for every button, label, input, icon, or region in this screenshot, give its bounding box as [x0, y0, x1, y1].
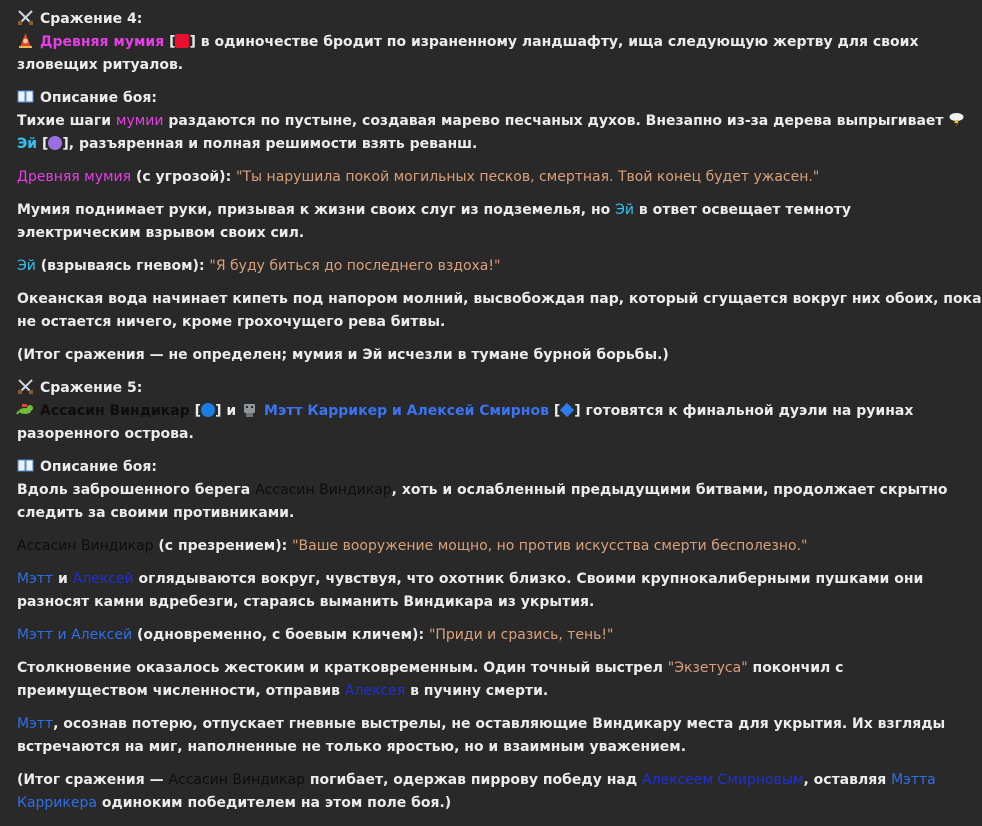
ancient-mummy-name: Древняя мумия [40, 34, 165, 50]
book-icon [17, 457, 34, 474]
cloud-lightning-icon [948, 111, 965, 128]
battle-4-paragraph-3: Мумия поднимает руки, призывая к жизни своих слуг из подземелья, но Эй в ответ освещает темноту [17, 202, 851, 218]
battle-5-result: (Итог сражения — Ассасин Виндикар погибает, одержав пиррову победу над Алексеем Смирновым, оставляя Мэтта [17, 772, 936, 788]
battle-5-paragraph-5: Столкновение оказалось жестоким и кратковременным. Один точный выстрел "Экзетуса" покончил с [17, 660, 844, 676]
battle-5-paragraph-6: Мэтт, осознав потерю, отпускает гневные выстрелы, не оставляющие Виндикару места для укрытия. Их взгляды [17, 716, 946, 732]
battle-5-paragraph-3: Мэтт и Алексей оглядываются вокруг, чувствуя, что охотник близко. Своими крупнокалиберными пушками они [17, 571, 924, 587]
mage-icon [17, 32, 34, 49]
red-square-icon [175, 34, 189, 48]
robot-icon [241, 401, 258, 418]
battle-4-paragraph-4: Эй (взрываясь гневом): "Я буду биться до последнего вздоха!" [17, 258, 501, 274]
battle-4-paragraph-5: Океанская вода начинает кипеть под напором молний, высвобождая пар, который сгущается вокруг них обоих, пока [17, 291, 982, 307]
battle-4-paragraph-1: Тихие шаги мумии раздаются по пустыне, создавая марево песчаных духов. Внезапно из-за дерева выпрыгивает [17, 110, 889, 133]
battle-4-result: (Итог сражения — не определен; мумия и Эй исчезли в тумане бурной борьбы.) [17, 347, 669, 363]
blue-diamond-icon [560, 403, 574, 417]
assassin-name: Ассасин Виндикар [40, 403, 190, 419]
battle-4-title: Сражение 4: [17, 8, 889, 31]
battle-4-paragraph-2: Древняя мумия (с угрозой): "Ты нарушила покой могильных песков, смертная. Твой конец будет ужасен." [17, 169, 820, 185]
book-icon [17, 88, 34, 105]
battle-5-desc-title: Описание боя: [17, 456, 889, 479]
team-name: Мэтт Каррикер и Алексей Смирнов [264, 403, 549, 419]
lizard-icon [17, 401, 34, 418]
blue-circle-icon [201, 403, 215, 417]
battle-4-intro: Древняя мумия [ ] в одиночестве бродит по израненному ландшафту, ища следующую жертву для своих [17, 31, 889, 54]
battle-5-title: Сражение 5: [17, 377, 889, 400]
battle-5-intro: Ассасин Виндикар [ ] и Мэтт Каррикер и Алексей Смирнов [ ] готовятся к финальной дуэли на руинах [17, 400, 889, 423]
battle-4-desc-title: Описание боя: [17, 87, 889, 110]
battle-5-paragraph-4: Мэтт и Алексей (одновременно, с боевым кличем): "Приди и сразись, тень!" [17, 627, 614, 643]
crossed-swords-icon [17, 9, 34, 26]
battle-5-paragraph-1: Вдоль заброшенного берега Ассасин Виндикар, хоть и ослабленный предыдущими битвами, продолжает скрытно [17, 482, 948, 498]
crossed-swords-icon [17, 378, 34, 395]
purple-circle-icon [48, 136, 62, 150]
battle-message: Сражение 4: Древняя мумия [ ] в одиночестве бродит по израненному ландшафту, ища следующую жертву для своих зловещих ритуалов. Описание боя: Тихие шаги мумии раздаются по пустыне, создавая марево песчаных духов. Внезапно из-за дерева выпрыгивает Эй [ ], разъяренная и полная решимости взять реванш. Древняя мумия (с угрозой): "Ты нарушила покой могильных песков, смертная. Твой конец будет ужасен." Мумия поднимает руки, призывая к жизни своих слуг из подземелья, но Эй в ответ освещает темноту электрическим взрывом своих сил. Эй (взрываясь гневом): "Я буду биться до последнего вздоха!" Океанская вода начинает кипеть под напором молний, высвобождая пар, который сгущается вокруг них обоих, пока не остается ничего, кроме грохочущего рева битвы. (Итог сражения — не определен; мумия и Эй исчезли в тумане бурной борьбы.) Сражение 5: Ассасин Виндикар [ ] и Мэтт Каррикер и Алексей Смирнов [ ] готовятся к финальной дуэли на руинах разоренного острова. Описание боя: Вдоль заброшенного берега Ассасин Виндикар, хоть и ослабленный предыдущими битвами, продолжает скрытно следить за своими противниками. Ассасин Виндикар (с презрением): "Ваше вооружение мощно, но против искусства смерти бесполезно." Мэтт и Алексей оглядываются вокруг, чувствуя, что охотник близко. Своими крупнокалиберными пушками они разносят камни вдребезги, стараясь выманить Виндикара из укрытия. Мэтт и Алексей (одновременно, с боевым кличем): "Приди и сразись, тень!" Столкновение оказалось жестоким и кратковременным. Один точный выстрел "Экзетуса" покончил с преимуществом численности, отправив Алексея в пучину смерти. Мэтт, осознав потерю, отпускает гневные выстрелы, не оставляющие Виндикару места для укрытия. Их взгляды встречаются на миг, наполненные не только яростью, но и взаимным уважением. (Итог сражения — Ассасин Виндикар погибает, одержав пиррову победу над Алексеем Смирновым, оставляя Мэтта Каррикера одиноким победителем на этом поле боя.) [0, 0, 889, 815]
battle-5-paragraph-2: Ассасин Виндикар (с презрением): "Ваше вооружение мощно, но против искусства смерти бесполезно." [17, 538, 808, 554]
